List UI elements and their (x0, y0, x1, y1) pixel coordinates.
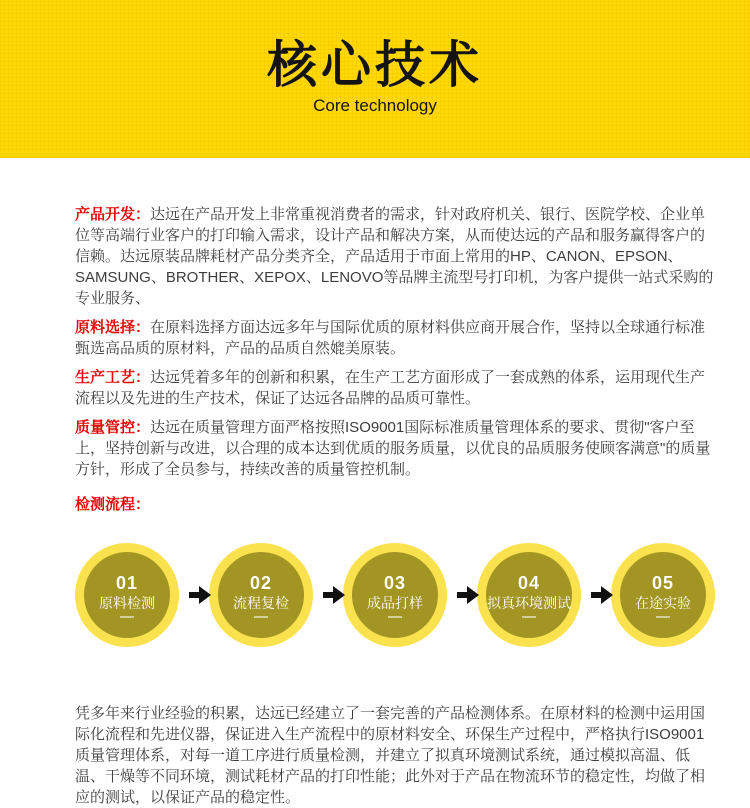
step-name: 在途实验 (635, 594, 691, 611)
step-underline (522, 616, 536, 618)
step-underline (120, 616, 134, 618)
paragraph-text-production-process: 达远凭着多年的创新和积累，在生产工艺方面形成了一套成熟的体系，运用现代生产流程以及先进的生产技术，保证了达远各品牌的品质可靠性。 (75, 369, 706, 407)
step-name: 原料检测 (99, 594, 155, 611)
step-number: 05 (651, 572, 675, 593)
step-underline (656, 616, 670, 618)
step-number: 04 (517, 572, 541, 593)
paragraph-quality-control (75, 417, 715, 480)
flow-step-material-inspection (75, 543, 179, 647)
step-underline (254, 616, 268, 618)
paragraph-label-quality-control: 质量管控： (75, 419, 151, 436)
paragraph-production-process (75, 367, 715, 409)
paragraph-label-product-development: 产品开发： (75, 206, 151, 223)
step-name: 成品打样 (367, 594, 423, 611)
step-name: 流程复检 (233, 594, 289, 611)
page-subtitle: Core technology (313, 96, 437, 115)
paragraph-label-material-selection: 原料选择： (75, 319, 151, 336)
paragraph-label-production-process: 生产工艺： (75, 369, 151, 386)
inspection-flow-diagram (75, 543, 715, 647)
header-banner (0, 0, 750, 158)
flow-section-label: 检测流程： (75, 496, 151, 513)
flow-step-in-transit-test (611, 543, 715, 647)
arrow-right-icon (323, 592, 333, 598)
paragraph-material-selection (75, 317, 715, 359)
step-underline (388, 616, 402, 618)
flow-step-sample-proofing (343, 543, 447, 647)
arrow-right-icon (457, 592, 467, 598)
flow-step-simulated-environment-test (477, 543, 581, 647)
paragraph-text-product-development: 达远在产品开发上非常重视消费者的需求，针对政府机关、银行、医院学校、企业单位等高端行业客户的打印输入需求，设计产品和解决方案，从而使达远的产品和服务赢得客户的信赖。达远原装品牌耗材产品分类齐全，产品适用于市面上常用的HP、CANON、EPSON、SAMSUNG、BROTHER、XEPOX、LENOVO等品牌主流型号打印机，为客户提供一站式采购的专业服务、 (75, 206, 714, 307)
arrow-right-icon (591, 592, 601, 598)
paragraph-text-material-selection: 在原料选择方面达远多年与国际优质的原材料供应商开展合作，坚持以全球通行标准甄选高品质的原材料，产品的品质自然媲美原装。 (75, 319, 706, 357)
arrow-right-icon (189, 592, 199, 598)
step-number: 03 (383, 572, 407, 593)
step-number: 01 (115, 572, 139, 593)
page-title: 核心技术 (267, 37, 483, 93)
step-number: 02 (249, 572, 273, 593)
flow-step-process-recheck (209, 543, 313, 647)
paragraph-product-development (75, 204, 715, 309)
paragraph-text-quality-control: 达远在质量管理方面严格按照ISO9001国际标准质量管理体系的要求、贯彻"客户至上，坚持创新与改进，以合理的成本达到优质的服务质量，以优良的品质服务使顾客满意"的质量方针，形成了全员参与，持续改善的质量管控机制。 (75, 419, 711, 478)
content-area (0, 158, 750, 808)
summary-paragraph: 凭多年来行业经验的积累，达远已经建立了一套完善的产品检测体系。在原材料的检测中运用国际化流程和先进仪器，保证进入生产流程中的原材料安全、环保生产过程中，严格执行ISO9001质量管理体系，对每一道工序进行质量检测，并建立了拟真环境测试系统，通过模拟高温、低温、干燥等不同环境，测试耗材产品的打印性能；此外对于产品在物流环节的稳定性，均做了相应的测试，以保证产品的稳定性。 (75, 705, 706, 806)
step-name: 拟真环境测试 (487, 594, 571, 611)
